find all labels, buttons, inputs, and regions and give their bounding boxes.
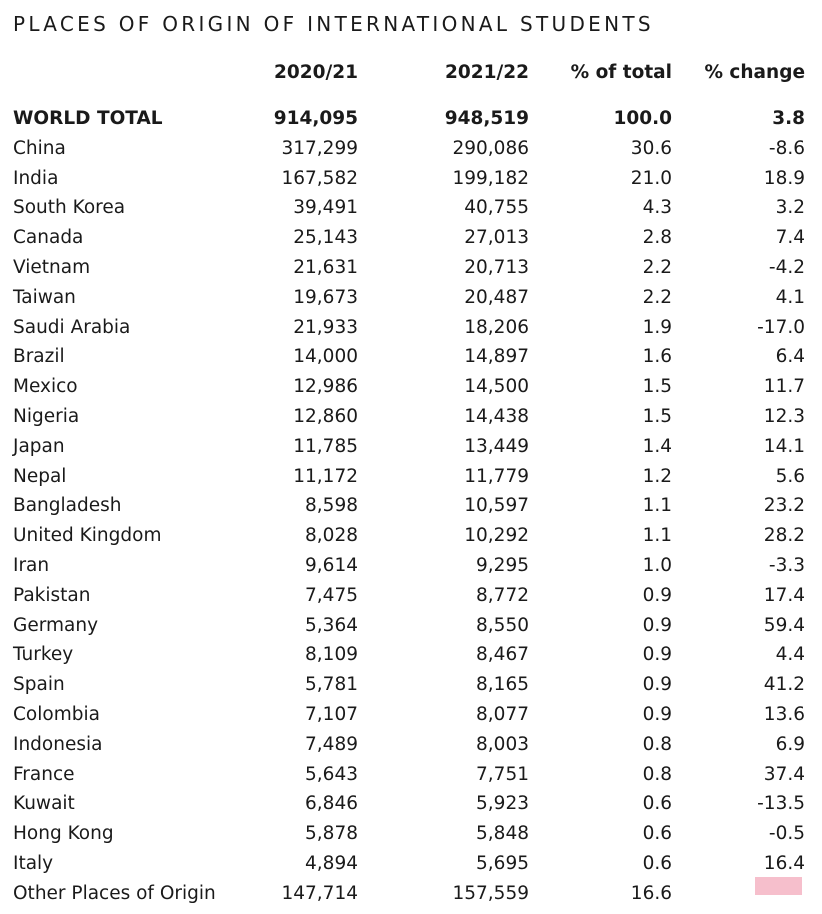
pct-change: 12.3 bbox=[763, 405, 805, 427]
value-2020-21: 8,598 bbox=[305, 495, 358, 517]
value-2021-22: 157,559 bbox=[452, 882, 529, 904]
value-2021-22: 27,013 bbox=[464, 227, 529, 249]
place-name: Canada bbox=[13, 227, 84, 249]
value-2020-21: 21,933 bbox=[293, 316, 358, 338]
table-title: PLACES OF ORIGIN OF INTERNATIONAL STUDENTS bbox=[13, 12, 654, 36]
value-2021-22: 20,487 bbox=[464, 286, 529, 308]
value-2020-21: 147,714 bbox=[281, 882, 358, 904]
table-row bbox=[13, 789, 805, 819]
place-name: France bbox=[13, 763, 75, 785]
value-2020-21: 21,631 bbox=[293, 256, 358, 278]
value-2021-22: 7,751 bbox=[476, 763, 529, 785]
value-2020-21: 39,491 bbox=[293, 197, 358, 219]
place-name: United Kingdom bbox=[13, 525, 162, 547]
pct-of-total: 2.8 bbox=[642, 227, 672, 249]
table-row bbox=[13, 432, 805, 462]
column-header-pct-total: % of total bbox=[570, 62, 672, 83]
value-2021-22: 290,086 bbox=[452, 137, 529, 159]
pct-change: 18.9 bbox=[763, 167, 805, 189]
table-row bbox=[13, 670, 805, 700]
value-2020-21: 19,673 bbox=[293, 286, 358, 308]
value-2021-22: 8,003 bbox=[476, 733, 529, 755]
table-row bbox=[13, 611, 805, 641]
table-row bbox=[13, 223, 805, 253]
table-row bbox=[13, 849, 805, 879]
pct-change: 41.2 bbox=[763, 674, 805, 696]
place-name: Spain bbox=[13, 674, 65, 696]
total-name: WORLD TOTAL bbox=[13, 108, 163, 129]
pct-change: 4.1 bbox=[775, 286, 805, 308]
pct-change: 3.2 bbox=[775, 197, 805, 219]
table-row bbox=[13, 462, 805, 492]
pct-of-total: 1.6 bbox=[642, 346, 672, 368]
table-row bbox=[13, 283, 805, 313]
value-2021-22: 8,467 bbox=[476, 644, 529, 666]
pct-change: 11.7 bbox=[763, 376, 805, 398]
pct-of-total: 1.0 bbox=[642, 554, 672, 576]
place-name: Italy bbox=[13, 852, 54, 874]
pct-of-total: 0.9 bbox=[642, 614, 672, 636]
world-total-row bbox=[13, 104, 805, 134]
value-2021-22: 20,713 bbox=[464, 256, 529, 278]
value-2020-21: 9,614 bbox=[305, 554, 358, 576]
value-2021-22: 13,449 bbox=[464, 435, 529, 457]
pct-of-total: 0.9 bbox=[642, 584, 672, 606]
place-name: Iran bbox=[13, 554, 50, 576]
origin-table bbox=[13, 58, 805, 909]
pct-of-total: 1.2 bbox=[642, 465, 672, 487]
header-row bbox=[13, 58, 805, 92]
value-2021-22: 5,848 bbox=[476, 823, 529, 845]
table-row bbox=[13, 730, 805, 760]
value-2021-22: 14,500 bbox=[464, 376, 529, 398]
pct-change: 7.4 bbox=[775, 227, 805, 249]
pct-change: -3.3 bbox=[768, 554, 805, 576]
value-2021-22: 199,182 bbox=[452, 167, 529, 189]
total-pct-total: 100.0 bbox=[613, 108, 672, 129]
pct-of-total: 0.8 bbox=[642, 733, 672, 755]
pct-change: 37.4 bbox=[763, 763, 805, 785]
value-2020-21: 7,107 bbox=[305, 703, 358, 725]
pct-of-total: 1.5 bbox=[642, 405, 672, 427]
value-2021-22: 8,550 bbox=[476, 614, 529, 636]
highlight-cover bbox=[755, 877, 802, 895]
value-2020-21: 5,878 bbox=[305, 823, 358, 845]
place-name: South Korea bbox=[13, 197, 126, 219]
place-name: China bbox=[13, 137, 66, 159]
value-2021-22: 5,923 bbox=[476, 793, 529, 815]
pct-of-total: 30.6 bbox=[630, 137, 672, 159]
place-name: Germany bbox=[13, 614, 99, 636]
table-row bbox=[13, 164, 805, 194]
column-header-place bbox=[13, 58, 238, 92]
place-name: Other Places of Origin bbox=[13, 882, 216, 904]
value-2020-21: 6,846 bbox=[305, 793, 358, 815]
place-name: Turkey bbox=[13, 644, 74, 666]
pct-of-total: 1.1 bbox=[642, 495, 672, 517]
total-2021-22: 948,519 bbox=[444, 108, 529, 129]
place-name: India bbox=[13, 167, 59, 189]
table-row bbox=[13, 879, 805, 909]
value-2020-21: 25,143 bbox=[293, 227, 358, 249]
place-name: Nepal bbox=[13, 465, 67, 487]
value-2021-22: 8,772 bbox=[476, 584, 529, 606]
place-name: Brazil bbox=[13, 346, 65, 368]
pct-of-total: 1.5 bbox=[642, 376, 672, 398]
table-row bbox=[13, 700, 805, 730]
value-2021-22: 10,292 bbox=[464, 525, 529, 547]
total-2020-21: 914,095 bbox=[273, 108, 358, 129]
table-row bbox=[13, 193, 805, 223]
value-2020-21: 4,894 bbox=[305, 852, 358, 874]
pct-of-total: 0.9 bbox=[642, 644, 672, 666]
column-header-pct-change: % change bbox=[704, 62, 805, 83]
value-2020-21: 11,785 bbox=[293, 435, 358, 457]
value-2020-21: 7,489 bbox=[305, 733, 358, 755]
place-name: Kuwait bbox=[13, 793, 75, 815]
place-name: Colombia bbox=[13, 703, 100, 725]
pct-change: 17.4 bbox=[763, 584, 805, 606]
pct-change: 16.4 bbox=[763, 852, 805, 874]
pct-change: -8.6 bbox=[768, 137, 805, 159]
pct-change: -4.2 bbox=[768, 256, 805, 278]
table-row bbox=[13, 402, 805, 432]
place-name: Saudi Arabia bbox=[13, 316, 131, 338]
value-2020-21: 11,172 bbox=[293, 465, 358, 487]
value-2021-22: 8,165 bbox=[476, 674, 529, 696]
place-name: Mexico bbox=[13, 376, 78, 398]
column-header-2021-22: 2021/22 bbox=[445, 62, 529, 83]
value-2020-21: 8,109 bbox=[305, 644, 358, 666]
value-2020-21: 12,860 bbox=[293, 405, 358, 427]
value-2020-21: 317,299 bbox=[281, 137, 358, 159]
table-row bbox=[13, 551, 805, 581]
table-row bbox=[13, 253, 805, 283]
value-2021-22: 10,597 bbox=[464, 495, 529, 517]
place-name: Bangladesh bbox=[13, 495, 122, 517]
pct-of-total: 2.2 bbox=[642, 286, 672, 308]
pct-change: -0.5 bbox=[768, 823, 805, 845]
pct-of-total: 1.9 bbox=[642, 316, 672, 338]
pct-change: 6.4 bbox=[775, 346, 805, 368]
value-2021-22: 40,755 bbox=[464, 197, 529, 219]
pct-of-total: 0.9 bbox=[642, 674, 672, 696]
table-row bbox=[13, 372, 805, 402]
pct-change: 4.4 bbox=[775, 644, 805, 666]
value-2020-21: 14,000 bbox=[293, 346, 358, 368]
pct-change: 13.6 bbox=[763, 703, 805, 725]
place-name: Indonesia bbox=[13, 733, 103, 755]
value-2020-21: 12,986 bbox=[293, 376, 358, 398]
value-2021-22: 8,077 bbox=[476, 703, 529, 725]
place-name: Vietnam bbox=[13, 256, 91, 278]
value-2020-21: 7,475 bbox=[305, 584, 358, 606]
total-pct-change: 3.8 bbox=[772, 108, 805, 129]
value-2020-21: 167,582 bbox=[281, 167, 358, 189]
pct-of-total: 4.3 bbox=[642, 197, 672, 219]
pct-change: 23.2 bbox=[763, 495, 805, 517]
pct-of-total: 1.1 bbox=[642, 525, 672, 547]
pct-change: 59.4 bbox=[763, 614, 805, 636]
value-2020-21: 5,643 bbox=[305, 763, 358, 785]
value-2020-21: 5,781 bbox=[305, 674, 358, 696]
place-name: Taiwan bbox=[13, 286, 76, 308]
pct-of-total: 21.0 bbox=[630, 167, 672, 189]
value-2021-22: 14,438 bbox=[464, 405, 529, 427]
pct-change: -17.0 bbox=[757, 316, 805, 338]
pct-of-total: 0.6 bbox=[642, 852, 672, 874]
pct-change: -13.5 bbox=[757, 793, 805, 815]
place-name: Japan bbox=[13, 435, 65, 457]
table-row bbox=[13, 819, 805, 849]
table-row bbox=[13, 760, 805, 790]
pct-of-total: 0.9 bbox=[642, 703, 672, 725]
table-row bbox=[13, 491, 805, 521]
pct-of-total: 0.6 bbox=[642, 823, 672, 845]
pct-of-total: 1.4 bbox=[642, 435, 672, 457]
place-name: Nigeria bbox=[13, 405, 80, 427]
pct-change: 5.6 bbox=[775, 465, 805, 487]
place-name: Hong Kong bbox=[13, 823, 114, 845]
value-2021-22: 5,695 bbox=[476, 852, 529, 874]
table-row bbox=[13, 521, 805, 551]
table-row bbox=[13, 342, 805, 372]
table-row bbox=[13, 313, 805, 343]
table-row bbox=[13, 134, 805, 164]
pct-of-total: 0.6 bbox=[642, 793, 672, 815]
column-header-2020-21: 2020/21 bbox=[274, 62, 358, 83]
value-2021-22: 18,206 bbox=[464, 316, 529, 338]
value-2021-22: 14,897 bbox=[464, 346, 529, 368]
place-name: Pakistan bbox=[13, 584, 91, 606]
value-2021-22: 11,779 bbox=[464, 465, 529, 487]
pct-change: 6.9 bbox=[775, 733, 805, 755]
table-row bbox=[13, 581, 805, 611]
table-row bbox=[13, 640, 805, 670]
pct-of-total: 2.2 bbox=[642, 256, 672, 278]
value-2020-21: 5,364 bbox=[305, 614, 358, 636]
pct-change: 28.2 bbox=[763, 525, 805, 547]
value-2020-21: 8,028 bbox=[305, 525, 358, 547]
value-2021-22: 9,295 bbox=[476, 554, 529, 576]
pct-of-total: 16.6 bbox=[630, 882, 672, 904]
pct-change: 14.1 bbox=[763, 435, 805, 457]
pct-of-total: 0.8 bbox=[642, 763, 672, 785]
